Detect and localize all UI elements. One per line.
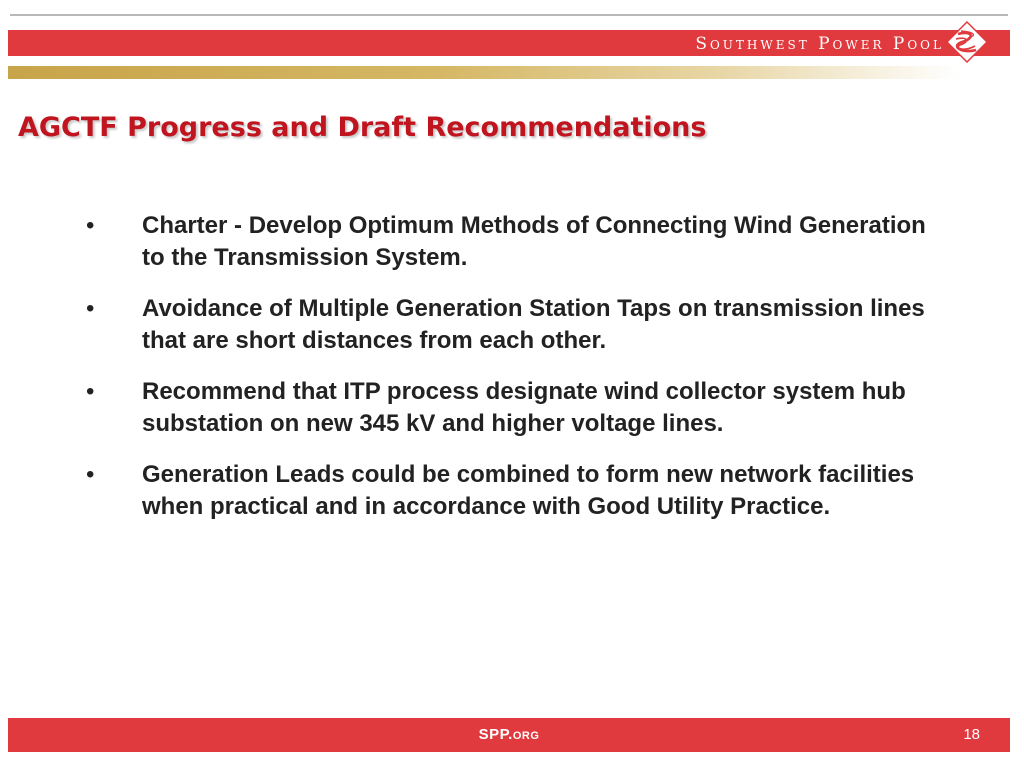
- bullet-text: Generation Leads could be combined to form new network facilities when practical and in accordance with Good Utility Practice.: [142, 461, 915, 520]
- bullet-text: Avoidance of Multiple Generation Station Taps on transmission lines that are short distances from each other.: [142, 295, 925, 354]
- brand-name: Southwest Power Pool: [695, 34, 944, 54]
- bullet-list: [86, 210, 946, 542]
- bullet-item: [86, 459, 946, 523]
- page-number: 18: [963, 726, 980, 743]
- bullet-marker: •: [86, 378, 95, 405]
- bullet-item: [86, 210, 946, 274]
- bullet-item: [86, 293, 946, 357]
- gold-accent-bar: [8, 66, 960, 79]
- bullet-text: Charter - Develop Optimum Methods of Connecting Wind Generation to the Transmission System.: [142, 212, 926, 271]
- bullet-marker: •: [86, 295, 95, 322]
- footer-site-link[interactable]: SPP.org: [478, 726, 540, 743]
- spp-logo-icon: [946, 21, 988, 63]
- slide-title: AGCTF Progress and Draft Recommendations: [18, 112, 707, 143]
- bullet-marker: •: [86, 212, 95, 239]
- top-divider: [10, 14, 1008, 16]
- bullet-marker: •: [86, 461, 95, 488]
- bullet-item: [86, 376, 946, 440]
- bullet-text: Recommend that ITP process designate wind collector system hub substation on new 345 kV and higher voltage lines.: [142, 378, 906, 437]
- footer-bar: [8, 718, 1010, 752]
- header-bar: [8, 30, 1010, 56]
